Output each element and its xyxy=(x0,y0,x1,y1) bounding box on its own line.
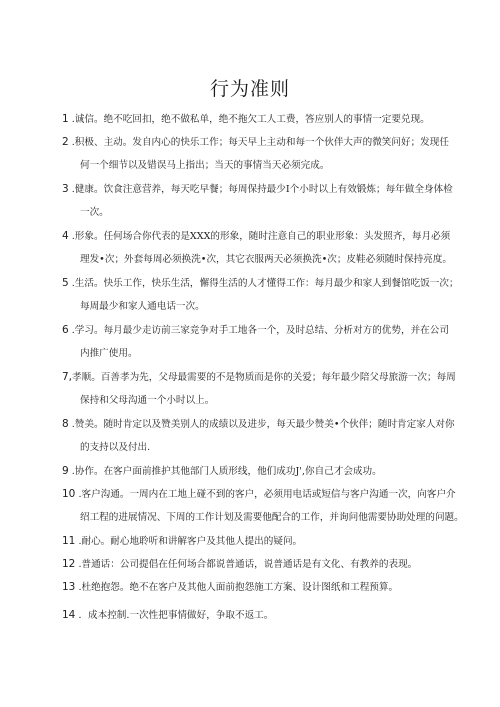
rule-number: 5 xyxy=(62,277,69,289)
rule-item-10 xyxy=(62,483,472,529)
rule-number: 3 xyxy=(62,183,69,195)
rule-item-13 xyxy=(62,576,472,599)
rule-item-9 xyxy=(62,460,472,483)
rule-number: 6 xyxy=(62,324,69,336)
rule-item-8 xyxy=(62,413,472,459)
rule-text-continued: 每周最少和家人通电话一次。 xyxy=(80,301,205,312)
document-title: 行为准则 xyxy=(209,78,290,100)
rule-item-3 xyxy=(62,178,472,224)
rule-item-6 xyxy=(62,319,472,365)
rule-text: .杜绝抱怨。绝不在客户及其他人面前抱怨施工方案、设计图纸和工程预算。 xyxy=(78,582,399,593)
rule-text: .客户沟通。一周内在工地上碰不到的客户，必须用电话或短信与客户沟通一次，向客户介 xyxy=(78,489,456,500)
rule-number: 4 xyxy=(62,230,69,242)
rule-text-continued: 内推广使用。 xyxy=(80,348,138,359)
rule-item-11 xyxy=(62,530,472,553)
rule-number: 12 xyxy=(62,558,76,570)
rule-number: 7, xyxy=(62,371,73,383)
rule-item-1 xyxy=(62,108,472,131)
rule-text: .诚信。绝不吃回扣，绝不做私单，绝不拖欠工人工费，答应别人的事情一定要兑现。 xyxy=(71,114,430,125)
rule-item-14 xyxy=(62,604,472,627)
rule-item-12 xyxy=(62,553,472,576)
rule-text: ．成本控制.一次性把事情做好，争取不返工。 xyxy=(78,610,274,621)
rule-number: 1 xyxy=(62,113,69,125)
rule-number: 14 xyxy=(62,609,76,621)
rule-text: .耐心。耐心地聆听和讲解客户及其他人提出的疑问。 xyxy=(78,536,303,547)
rule-text: .学习。每月最少走访前三家竞争对手工地各一个，及时总结、分析对方的优势，并在公司 xyxy=(71,325,449,336)
rule-text: .生活。快乐工作，快乐生活，懈得生活的人才懂得工作：每月最少和家人到餐馆吃饭一次； xyxy=(71,278,459,289)
rule-number: 8 xyxy=(62,418,69,430)
rule-text: 孝顺。百善孝为先，父母最需要的不是物质而是你的关爱；每年最少陪父母旅游一次；每周 xyxy=(72,372,456,383)
rule-text-continued: 一次。 xyxy=(80,207,109,218)
rule-text-continued: 何一个细节以及错误马上指出；当天的事情当天必须完成。 xyxy=(80,160,330,171)
rule-number: 13 xyxy=(62,581,76,593)
rule-text-continued: 理发•次；外套每周必须换洗•次，其它衣服两天必须换洗•次；皮鞋必须随时保持亮度。 xyxy=(80,254,452,265)
rule-item-2 xyxy=(62,131,472,177)
rule-text-continued: 保持和父母沟通一个小时以上。 xyxy=(80,395,215,406)
rule-number: 10 xyxy=(62,488,76,500)
rule-text: .积极、主动。发自内心的快乐工作；每天早上主动和每一个伙伴大声的微笑问好；发现任 xyxy=(71,137,449,148)
rule-text: .形象。任何场合你代表的是XXX的形象，随时注意自己的职业形象：头发照齐，每月必须 xyxy=(71,231,451,242)
rule-text: .普通话：公司提倡在任何场合都说普通话，说普通话是有文化、有教养的表现。 xyxy=(78,559,418,570)
rule-number: 11 xyxy=(62,535,76,547)
rule-text: .健康。饮食注意营养，每天吃早餐；每周保持最少I个小时以上有效锻炼；每年做全身体检 xyxy=(71,184,453,195)
rule-text: .赞美。随时肯定以及赞美别人的成绩以及进步，每天最少赞美•个伙伴；随时肯定家人对你 xyxy=(71,419,455,430)
rule-text: .协作。在客户面前推护其他部门人质形线，他们成功J',你自己才会成功。 xyxy=(71,466,382,477)
rule-number: 9 xyxy=(62,465,69,477)
rule-item-7 xyxy=(62,366,472,412)
rule-text-continued: 的支持以及付出. xyxy=(80,442,151,453)
rule-number: 2 xyxy=(62,136,69,148)
rule-item-5 xyxy=(62,272,472,318)
rule-text-continued: 绍工程的进展情况、下周的工作计划及需要他配合的工作，并询问他需要协助处理的问题。 xyxy=(80,512,464,523)
rule-item-4 xyxy=(62,225,472,271)
